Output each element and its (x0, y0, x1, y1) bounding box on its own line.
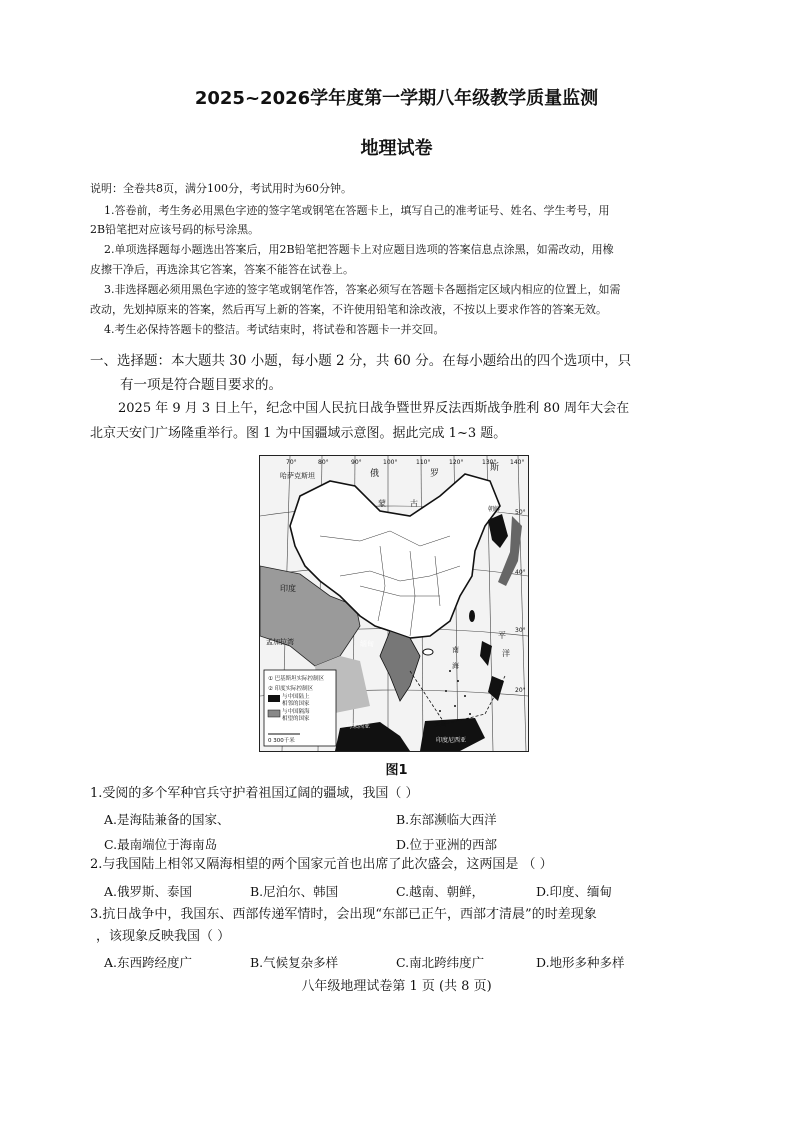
map-legend (264, 670, 336, 746)
lon-tick: 90° (351, 459, 362, 466)
label-scs-b: 海 (452, 662, 459, 670)
instruction-1-line-b: 2B铅笔把对应该号码的标号涂黑。 (90, 223, 260, 236)
philippines-shape (480, 641, 504, 701)
south-sea-islands (439, 670, 471, 722)
indochina-shape (380, 631, 420, 701)
legend-item-3b: 相邻的国家 (282, 701, 310, 707)
q3-option-d: D.地形多种多样 (536, 955, 625, 970)
map-svg (260, 456, 528, 751)
exam-title: 2025~2026学年度第一学期八年级教学质量监测 (194, 88, 599, 109)
page-footer: 八年级地理试卷第 1 页 (共 8 页) (301, 979, 492, 994)
lat-tick: 50° (515, 509, 526, 516)
label-pacific-b: 洋 (502, 649, 510, 658)
label-russia-c: 斯 (490, 463, 500, 473)
instructions-intro: 说明：全卷共8页，满分100分，考试用时为60分钟。 (90, 182, 352, 195)
label-korea: 朝鲜 (488, 506, 501, 513)
section-heading-line-a: 一、选择题：本大题共 30 小题，每小题 2 分，共 60 分。在每小题给出的四个选项中，只 (90, 353, 632, 369)
lon-tick: 100° (383, 459, 398, 466)
label-scs-a: 南 (452, 646, 459, 654)
label-pacific-a: 平 (498, 631, 506, 640)
lat-tick: 30° (515, 627, 526, 634)
hainan-shape (423, 649, 433, 655)
q2-option-b: B.尼泊尔、韩国 (250, 884, 339, 899)
question-3-stem-b: ，该现象反映我国（ ） (96, 929, 231, 944)
instruction-3-line-b: 改动，先划掉原来的答案，然后再写上新的答案，不许使用铅笔和涂改液，不按以上要求作答的答案无效。 (90, 303, 607, 316)
q2-option-a: A.俄罗斯、泰国 (104, 884, 193, 899)
label-kazakhstan: 哈萨克斯坦 (280, 472, 315, 480)
label-mongolia-b: 古 (410, 499, 418, 508)
lon-tick: 120° (449, 459, 464, 466)
legend-scale: 0 300千米 (268, 738, 295, 744)
lon-tick: 140° (510, 459, 525, 466)
q3-option-c: C.南北跨纬度广 (396, 955, 485, 970)
legend-item-2: ② 印度实际控制区 (268, 686, 314, 692)
instruction-3-line-a: 3.非选择题必须用黑色字迹的签字笔或钢笔作答，答案必须写在答题卡各题指定区域内相应的位置上，如需 (104, 283, 621, 296)
legend-item-1: ① 巴基斯坦实际控制区 (268, 676, 325, 682)
label-bay-of-bengal: 孟加拉湾 (266, 638, 294, 646)
q3-option-b: B.气候复杂多样 (250, 955, 339, 970)
borneo-shape (420, 718, 485, 751)
label-mongolia-a: 蒙 (378, 499, 386, 508)
question-3-stem-a: 3.抗日战争中，我国东、西部传递军情时，会出现“东部已正午，西部才清晨”的时差现象 (90, 907, 597, 922)
label-russia-a: 俄 (370, 469, 380, 479)
korea-shape (488, 514, 508, 548)
context-line-a: 2025 年 9 月 3 日上午，纪念中国人民抗日战争暨世界反法西斯战争胜利 80 周年大会在 (118, 401, 630, 416)
question-1-stem: 1.受阅的多个军种官兵守护着祖国辽阔的疆域，我国（ ） (90, 786, 419, 801)
lon-tick: 130° (482, 459, 497, 466)
instruction-4: 4.考生必保持答题卡的整洁。考试结束时，将试卷和答题卡一并交回。 (104, 323, 445, 336)
label-brunei: 文莱 (434, 721, 447, 728)
context-line-b: 北京天安门广场隆重举行。图 1 为中国疆域示意图。据此完成 1~3 题。 (90, 426, 507, 441)
legend-item-4b: 相望的国家 (282, 716, 310, 722)
label-malaysia: 马来西亚 (346, 723, 371, 730)
question-2-stem: 2.与我国陆上相邻又隔海相望的两个国家元首也出席了此次盛会，这两国是 （ ） (90, 857, 553, 872)
section-heading-line-b: 有一项是符合题目要求的。 (120, 377, 282, 393)
subject-title: 地理试卷 (360, 138, 433, 159)
label-india: 印度 (280, 584, 296, 593)
q1-option-a: A.是海陆兼备的国家、 (104, 812, 230, 827)
instruction-2-line-b: 皮擦干净后，再选涂其它答案，答案不能答在试卷上。 (90, 263, 354, 276)
label-indonesia: 印度尼西亚 (436, 737, 467, 744)
legend-item-4a: 与中国隔海 (282, 709, 310, 715)
q1-option-c: C.最南端位于海南岛 (104, 837, 218, 852)
legend-item-3a: 与中国陆上 (282, 694, 310, 700)
lon-tick: 80° (318, 459, 329, 466)
q2-option-d: D.印度、缅甸 (536, 884, 613, 899)
q1-option-b: B.东部濒临大西洋 (396, 812, 497, 827)
q3-option-a: A.东西跨经度广 (104, 955, 193, 970)
figure-caption: 图1 (385, 763, 408, 778)
lon-tick: 110° (416, 459, 431, 466)
china-territory-map (259, 455, 529, 752)
lon-ticks (286, 459, 524, 466)
lon-tick: 70° (286, 459, 297, 466)
lat-tick: 20° (515, 687, 526, 694)
q1-option-d: D.位于亚洲的西部 (396, 837, 498, 852)
q2-option-c: C.越南、朝鲜， (396, 884, 485, 899)
lat-tick: 40° (515, 569, 526, 576)
instruction-1-line-a: 1.答卷前，考生务必用黑色字迹的签字笔或钢笔在答题卡上，填写自己的准考证号、姓名、学生考号，用 (104, 204, 610, 217)
taiwan-shape (469, 610, 475, 622)
label-myanmar: 缅甸 (360, 640, 374, 648)
label-russia-b: 罗 (430, 469, 440, 479)
instruction-2-line-a: 2.单项选择题每小题选出答案后，用2B铅笔把答题卡上对应题目选项的答案信息点涂黑，如需改动，用橡 (104, 243, 614, 256)
